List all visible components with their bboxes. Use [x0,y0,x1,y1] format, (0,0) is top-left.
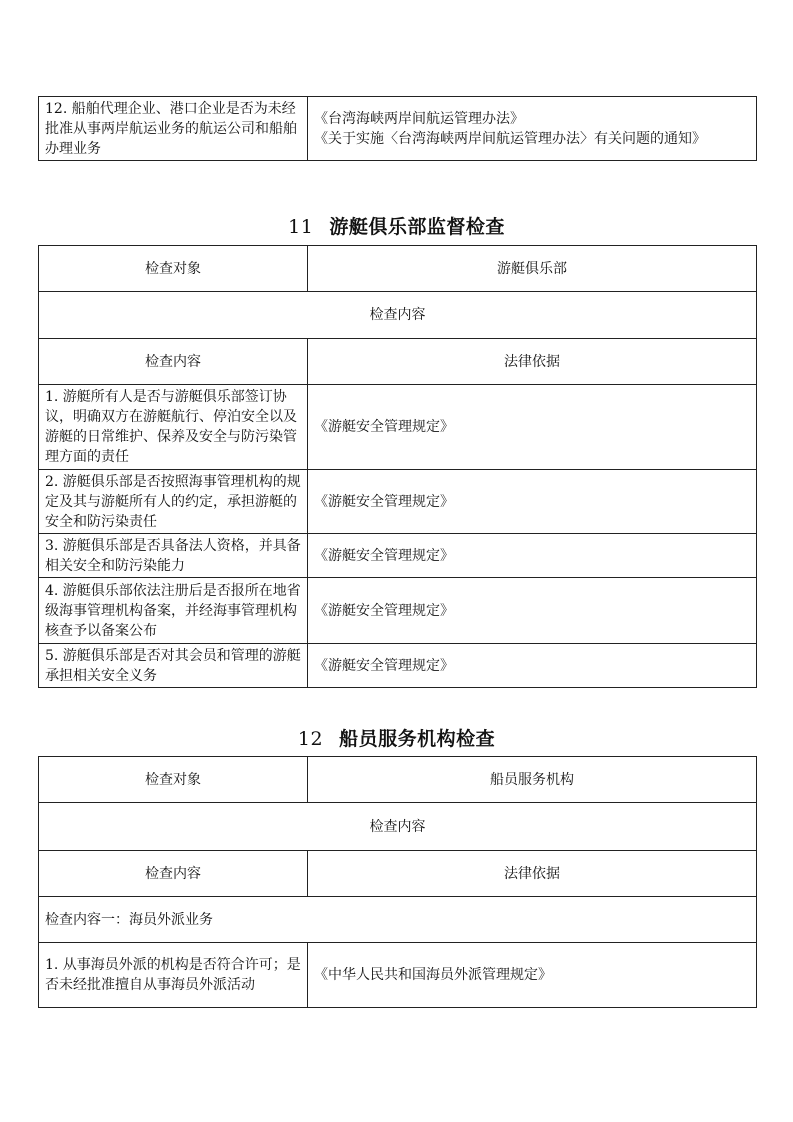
section-title [0,212,793,239]
table-row [39,292,757,339]
table-row [39,943,757,1008]
column-header-content: 检查内容 [39,339,308,385]
section11-table [38,245,757,688]
check-item-cell: 12. 船舶代理企业、港口企业是否为未经批准从事两岸航运业务的航运公司和船舶办理业务 [39,97,308,161]
object-label: 检查对象 [39,246,308,292]
object-value: 游艇俱乐部 [308,246,757,292]
law-cell: 《中华人民共和国海员外派管理规定》 [308,943,757,1008]
law-cell [308,97,757,161]
section-heading: 游艇俱乐部监督检查 [329,216,505,238]
check-item-cell: 1. 从事海员外派的机构是否符合许可；是否未经批准擅自从事海员外派活动 [39,943,308,1008]
subsection-header: 检查内容一：海员外派业务 [39,897,757,943]
table-row [39,339,757,385]
object-label: 检查对象 [39,757,308,803]
content-header: 检查内容 [39,292,757,339]
check-item-cell: 2. 游艇俱乐部是否按照海事管理机构的规定及其与游艇所有人的约定，承担游艇的安全和防污染责任 [39,470,308,534]
check-item-cell: 5. 游艇俱乐部是否对其会员和管理的游艇承担相关安全义务 [39,644,308,688]
section12-table [38,756,757,1008]
table-row [39,897,757,943]
check-item-cell: 3. 游艇俱乐部是否具备法人资格，并具备相关安全和防污染能力 [39,534,308,578]
table-row [39,97,757,161]
section-number: 12 [297,728,324,750]
section-heading: 船员服务机构检查 [339,728,496,750]
table-row [39,851,757,897]
column-header-content: 检查内容 [39,851,308,897]
table-row [39,534,757,578]
content-header: 检查内容 [39,803,757,851]
table-row [39,246,757,292]
law-cell: 《游艇安全管理规定》 [308,534,757,578]
check-item-cell: 4. 游艇俱乐部依法注册后是否报所在地省级海事管理机构备案，并经海事管理机构核查予以备案公布 [39,578,308,644]
law-text: 《台湾海峡两岸间航运管理办法》 [314,110,524,127]
section-number: 11 [288,216,314,238]
table-row [39,385,757,470]
table-row [39,644,757,688]
object-value: 船员服务机构 [308,757,757,803]
column-header-law: 法律依据 [308,339,757,385]
top-table [38,96,757,161]
table-row [39,757,757,803]
law-cell: 《游艇安全管理规定》 [308,385,757,470]
law-text: 《关于实施〈台湾海峡两岸间航运管理办法〉有关问题的通知》 [314,130,706,147]
section-title [0,724,793,751]
law-cell: 《游艇安全管理规定》 [308,578,757,644]
table-row [39,803,757,851]
table-row [39,578,757,644]
check-item-cell: 1. 游艇所有人是否与游艇俱乐部签订协议，明确双方在游艇航行、停泊安全以及游艇的日常维护、保养及安全与防污染管理方面的责任 [39,385,308,470]
column-header-law: 法律依据 [308,851,757,897]
table-row [39,470,757,534]
law-cell: 《游艇安全管理规定》 [308,470,757,534]
law-cell: 《游艇安全管理规定》 [308,644,757,688]
